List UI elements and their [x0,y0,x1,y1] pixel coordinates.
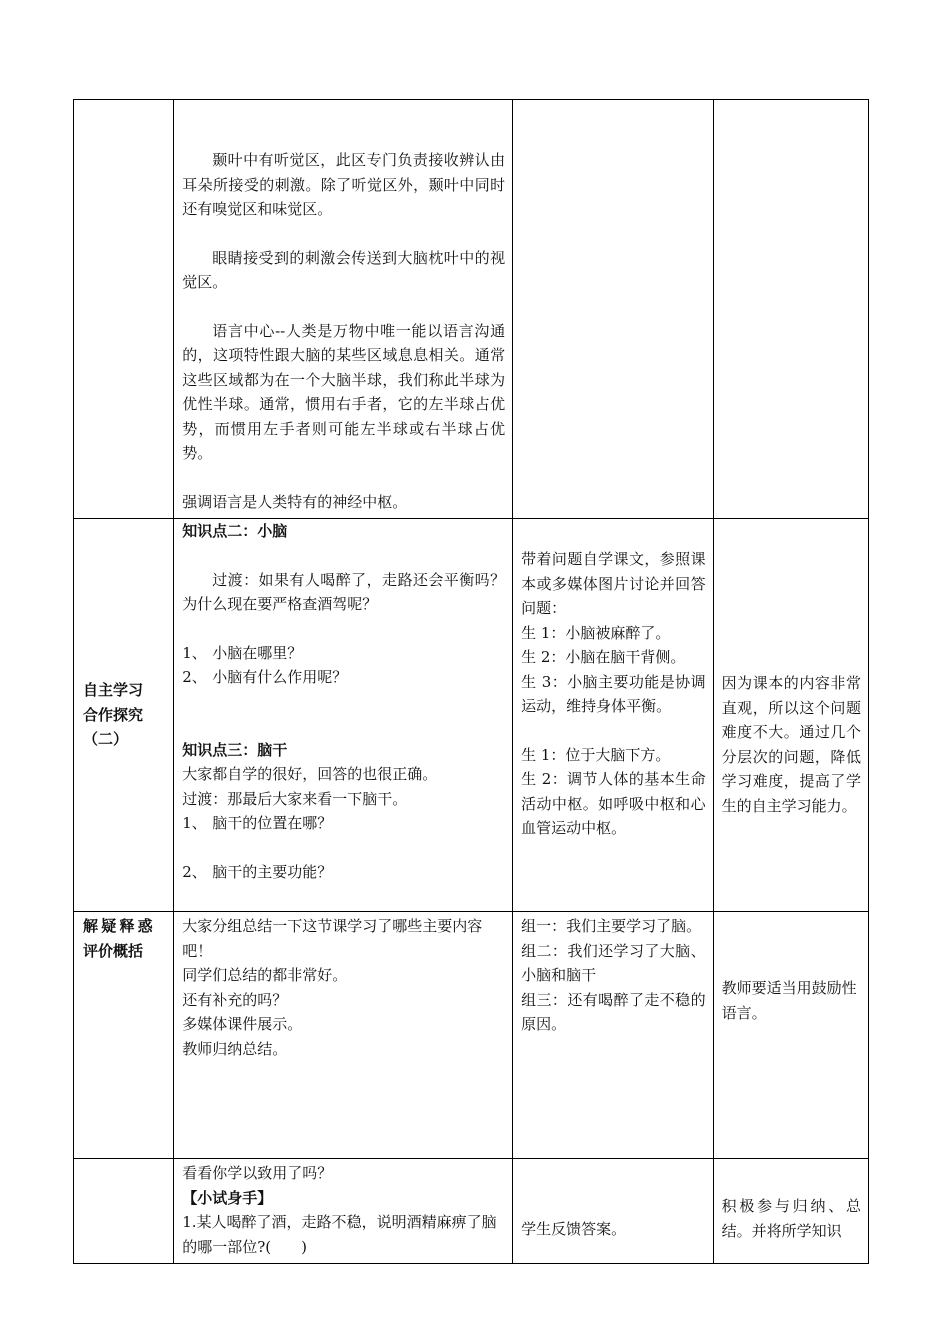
stage-label-line: 解 疑 释 惑 [83,917,152,935]
design-intent-cell [713,912,868,1159]
teacher-line: 教师归纳总结。 [182,1039,288,1058]
stage-cell [74,1159,174,1264]
knowledge-point-heading: 知识点三：脑干 [182,740,288,759]
question-item: 2、 小脑有什么作用呢？ [182,668,348,686]
teacher-activity-cell [174,100,513,519]
stage-cell [74,100,174,519]
student-answer: 生 3：小脑主要功能是协调运动，维持身体平衡。 [521,672,706,715]
group-answer: 组三：还有喝醉了走不稳的原因。 [521,990,706,1033]
question-item: 1、 小脑在哪里？ [182,643,303,662]
design-intent-text: 因为课本的内容非常直观，所以这个问题难度不大。通过几个分层次的问题，降低学习难度，提高了学生的自主学习能力。 [721,674,861,815]
paragraph-occipital-lobe: 眼睛接受到的刺激会传送到大脑枕叶中的视觉区。 [182,248,506,291]
stage-label-line: （二） [83,730,129,749]
student-activity-cell [513,1159,714,1264]
knowledge-point-heading: 知识点二：小脑 [182,522,288,540]
student-answer: 生 2：小脑在脑干背侧。 [521,648,686,666]
student-answer: 生 1：小脑被麻醉了。 [521,623,671,642]
teacher-activity-cell [174,519,513,912]
question-item: 1、 脑干的位置在哪？ [182,814,333,832]
table-row [74,519,869,912]
student-activity-cell [513,912,714,1159]
group-answer: 组一：我们主要学习了脑。 [521,917,702,935]
stage-cell [74,519,174,912]
paragraph-language-center: 语言中心--人类是万物中唯一能以语言沟通的，这项特性跟大脑的某些区域息息相关。通常这些区域都为在一个大脑半球，我们称此半球为优性半球。通常，惯用右手者，它的左半球占优势，而惯用左手者则可能左半球或右半球占优势。 [182,321,506,462]
teacher-line: 大家分组总结一下这节课学习了哪些主要内容吧！ [182,917,483,960]
teacher-line: 多媒体课件展示。 [182,1015,303,1033]
student-activity-cell [513,100,714,519]
teacher-activity-cell [174,1159,513,1264]
question-item: 2、 脑干的主要功能？ [182,862,333,881]
design-intent-text: 积极参与归纳、总结。并将所学知识 [721,1197,861,1240]
teacher-activity-cell [174,912,513,1159]
table-row [74,912,869,1159]
practice-heading: 【小试身手】 [182,1188,273,1207]
praise-text: 大家都自学的很好，回答的也很正确。 [182,765,438,783]
practice-intro: 看看你学以致用了吗？ [182,1164,333,1182]
transition-text: 过渡：如果有人喝醉了，走路还会平衡吗？为什么现在要严格查酒驾呢？ [182,570,506,613]
paragraph-emphasis: 强调语言是人类特有的神经中枢。 [182,492,408,511]
stage-label-line: 自主学习 [83,681,144,700]
design-intent-cell [713,100,868,519]
practice-question: 1.某人喝醉了酒，走路不稳，说明酒精麻痹了脑的哪一部位?( ) [182,1213,497,1256]
table-row [74,1159,869,1264]
stage-cell [74,912,174,1159]
teacher-line: 还有补充的吗？ [182,990,288,1009]
design-intent-text: 教师要适当用鼓励性语言。 [721,979,857,1022]
stage-label-line: 评价概括 [83,941,144,960]
lesson-plan-table [73,99,869,1264]
paragraph-temporal-lobe: 颞叶中有听觉区，此区专门负责接收辨认由耳朵所接受的刺激。除了听觉区外，颞叶中同时还有嗅觉区和味觉区。 [182,151,506,218]
student-activity-cell [513,519,714,912]
design-intent-cell [713,519,868,912]
student-intro: 带着问题自学课文，参照课本或多媒体图片讨论并回答问题： [521,550,706,617]
stage-label-line: 合作探究 [83,705,144,724]
teacher-line: 同学们总结的都非常好。 [182,966,348,984]
table-row [74,100,869,519]
design-intent-cell [713,1159,868,1264]
student-answer: 生 2：调节人体的基本生命活动中枢。如呼吸中枢和心血管运动中枢。 [521,770,706,837]
student-answer: 生 1：位于大脑下方。 [521,745,671,764]
group-answer: 组二：我们还学习了大脑、小脑和脑干 [521,941,706,984]
transition-text: 过渡：那最后大家来看一下脑干。 [182,789,408,808]
student-feedback: 学生反馈答案。 [521,1220,627,1238]
